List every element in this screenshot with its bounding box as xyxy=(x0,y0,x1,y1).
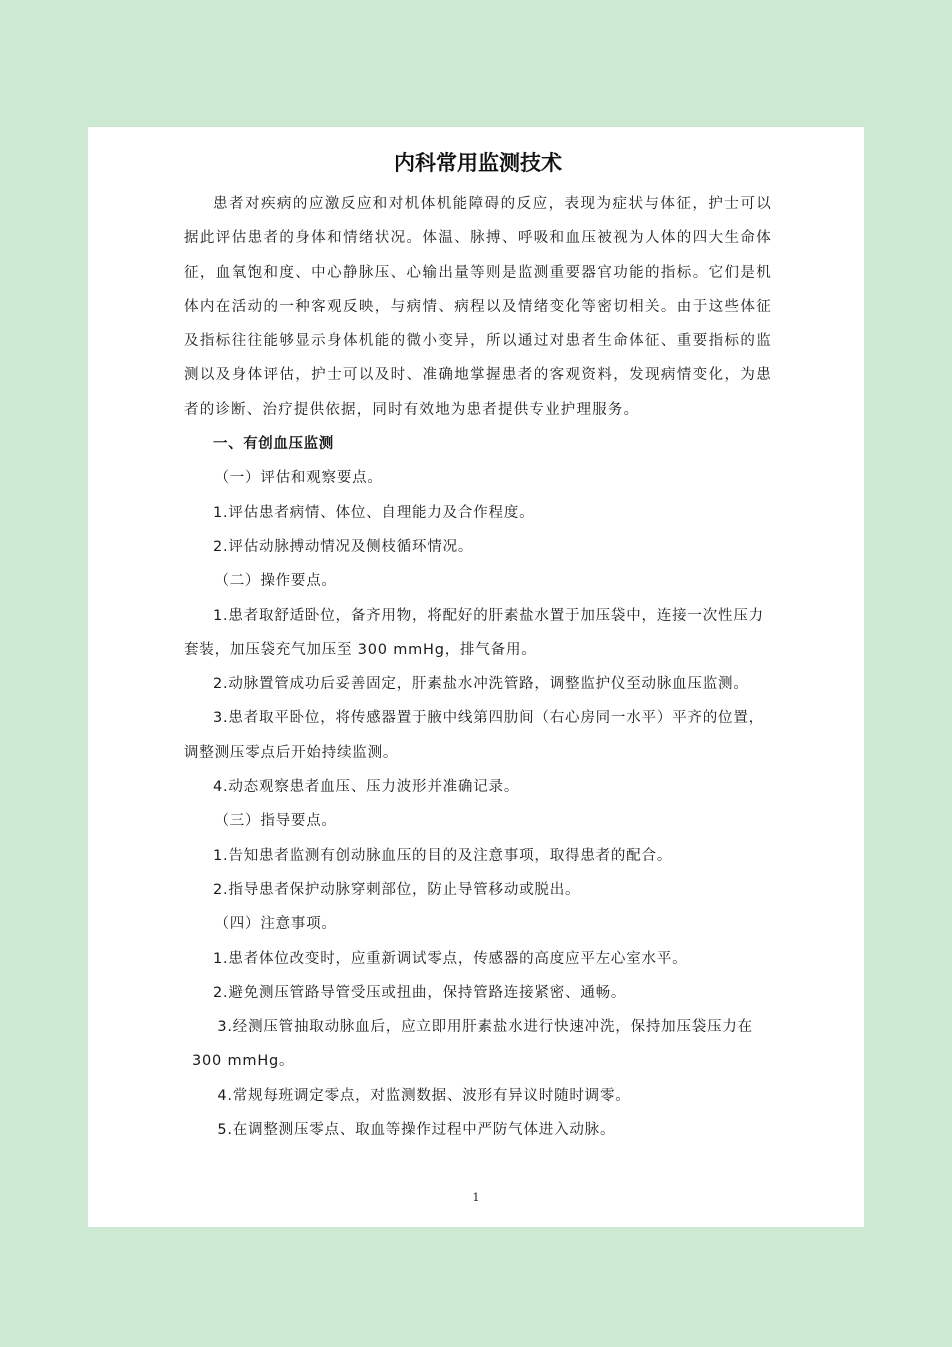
assessment-item-2: 2.评估动脉搏动情况及侧枝循环情况。 xyxy=(213,538,474,555)
operation-item-1: 1.患者取舒适卧位，备齐用物，将配好的肝素盐水置于加压袋中，连接一次性压力套装，加压袋充气加压至 300 mmHg，排气备用。 xyxy=(184,607,764,658)
precaution-item-3-line-1: 3.经测压管抽取动脉血后，应立即用肝素盐水进行快速冲洗，保持加压袋压力在 xyxy=(217,1019,753,1036)
subheading-guidance: （三）指导要点。 xyxy=(214,813,337,830)
section-heading-invasive-bp: 一、有创血压监测 xyxy=(213,436,334,453)
intro-paragraph: 患者对疾病的应激反应和对机体机能障碍的反应，表现为症状与体征，护士可以据此评估患者的身体和情绪状况。体温、脉搏、呼吸和血压被视为人体的四大生命体征，血氧饱和度、中心静脉压、心输出量等则是监测重要器官功能的指标。它们是机体内在活动的一种客观反映，与病情、病程以及情绪变化等密切相关。由于这些体征及指标往往能够显示身体机能的微小变异，所以通过对患者生命体征、重要指标的监测以及身体评估，护士可以及时、准确地掌握患者的客观资料，发现病情变化，为患者的诊断、治疗提供依据，同时有效地为患者提供专业护理服务。 xyxy=(184,196,772,418)
subheading-precautions: （四）注意事项。 xyxy=(214,916,337,933)
operation-item-2: 2.动脉置管成功后妥善固定，肝素盐水冲洗管路，调整监护仪至动脉血压监测。 xyxy=(213,676,749,693)
precaution-item-4: 4.常规每班调定零点，对监测数据、波形有异议时随时调零。 xyxy=(217,1087,631,1104)
page-number: 1 xyxy=(472,1191,480,1204)
page-title: 内科常用监测技术 xyxy=(394,150,562,175)
operation-item-3: 3.患者取平卧位，将传感器置于腋中线第四肋间（右心房同一水平）平齐的位置，调整测压零点后开始持续监测。 xyxy=(184,710,764,761)
assessment-item-1: 1.评估患者病情、体位、自理能力及合作程度。 xyxy=(213,504,535,521)
guidance-item-2: 2.指导患者保护动脉穿刺部位，防止导管移动或脱出。 xyxy=(213,881,581,898)
operation-item-4: 4.动态观察患者血压、压力波形并准确记录。 xyxy=(213,779,520,796)
precaution-item-1: 1.患者体位改变时，应重新调试零点，传感器的高度应平左心室水平。 xyxy=(213,950,688,967)
precaution-item-2: 2.避免测压管路导管受压或扭曲，保持管路连接紧密、通畅。 xyxy=(213,984,627,1001)
subheading-operation: （二）操作要点。 xyxy=(214,573,337,590)
document-page xyxy=(88,127,864,1227)
guidance-item-1: 1.告知患者监测有创动脉血压的目的及注意事项，取得患者的配合。 xyxy=(213,847,673,864)
precaution-item-3-line-2: 300 mmHg。 xyxy=(192,1053,295,1070)
subheading-assessment: （一）评估和观察要点。 xyxy=(214,470,383,487)
document-content xyxy=(184,147,772,1147)
precaution-item-5: 5.在调整测压零点、取血等操作过程中严防气体进入动脉。 xyxy=(217,1122,616,1139)
